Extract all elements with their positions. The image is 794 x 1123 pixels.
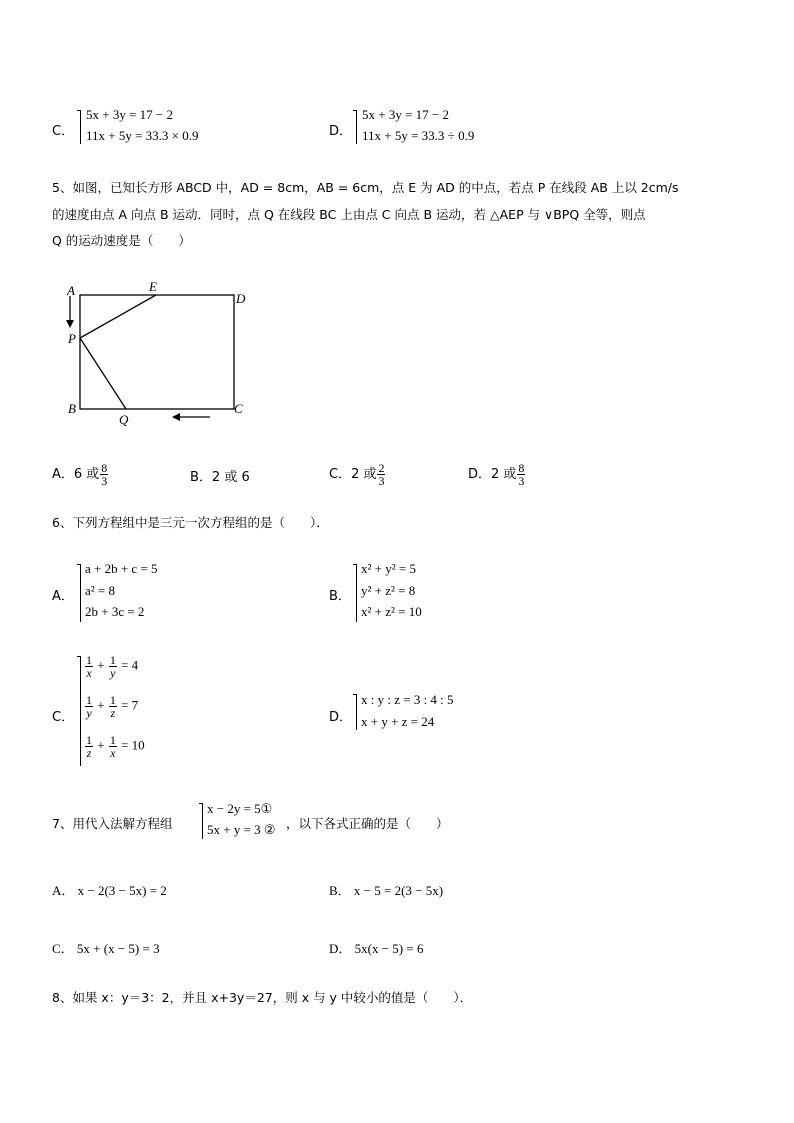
q6-option-d-label: D． (329, 710, 353, 725)
q6-option-a-brace (80, 564, 81, 622)
label-c: C (234, 401, 243, 416)
q6-stem: 6、下列方程组中是三元一次方程组的是（ ）． (52, 515, 329, 530)
label-b: B (68, 401, 76, 416)
q5-stem-line3: Q 的运动速度是（ ） (52, 233, 191, 248)
q6-option-d-eq1: x : y : z = 3 : 4 : 5 (361, 692, 454, 707)
q5-stem-line2: 的速度由点 A 向点 B 运动．同时，点 Q 在线段 BC 上由点 C 向点 B 运动，若 △AEP 与 ∨BPQ 全等，则点 (52, 207, 646, 222)
q6-option-c-label: C． (52, 710, 75, 725)
q6-option-c-eq3: $\frac{1}{z}$ + $\frac{1}{x}$ = 10 (86, 733, 145, 760)
arrow-down-head (66, 320, 74, 328)
q6-option-a-eq1: a + 2b + c = 5 (85, 561, 158, 576)
label-p: P (68, 331, 76, 346)
q4-option-d-brace (356, 110, 357, 144)
label-e: E (149, 279, 157, 294)
q6-option-a-eq2: a² = 8 (85, 583, 115, 598)
q6-option-a-label: A． (52, 589, 74, 604)
q4-option-c-label: C． (52, 124, 75, 139)
label-d: D (236, 291, 246, 306)
q4-option-c-eq2: 11x + 5y = 33.3 × 0.9 (86, 128, 199, 143)
q6-option-d-eq2: x + y + z = 24 (361, 714, 435, 729)
segment-pe (80, 295, 156, 338)
q8-stem: 8、如果 x：y＝3：2，并且 x+3y＝27，则 x 与 y 中较小的值是（ ）． (52, 990, 473, 1005)
q6-option-a-eq3: 2b + 3c = 2 (85, 604, 145, 619)
q7-option-c: C． 5x + (x − 5) = 3 (52, 941, 160, 956)
q6-option-c-brace (80, 656, 81, 766)
arrow-left-head (172, 413, 180, 421)
q6-option-b-eq1: x² + y² = 5 (361, 561, 416, 576)
q6-option-b-brace (356, 564, 357, 622)
q6-option-b-eq2: y² + z² = 8 (361, 583, 416, 598)
q5-stem-line1: 5、如图，已知长方形 ABCD 中，AD = 8cm，AB = 6cm，点 E 为 AD 的中点，若点 P 在线段 AB 上以 2cm/s (52, 180, 679, 195)
q6-option-b-eq3: x² + z² = 10 (361, 604, 422, 619)
q7-stem-post: ，以下各式正确的是（ ） (286, 816, 449, 831)
q7-system-brace (202, 803, 203, 839)
q4-option-d-label: D． (329, 124, 353, 139)
q5-option-b: B．2 或 6 (190, 470, 250, 485)
label-a: A (67, 283, 75, 298)
q7-option-a: A． x − 2(3 − 5x) = 2 (52, 883, 167, 898)
q7-eq1: x − 2y = 5① (207, 801, 273, 816)
q4-option-d-eq1: 5x + 3y = 17 − 2 (362, 107, 449, 122)
q5-option-a: A．6 或 $\frac{8}{3}$ (52, 461, 108, 488)
q4-option-c-eq1: 5x + 3y = 17 − 2 (86, 107, 173, 122)
q5-option-c: C．2 或 $\frac{2}{3}$ (329, 461, 385, 488)
q4-option-c-brace (80, 110, 81, 144)
q6-option-c-eq1: $\frac{1}{x}$ + $\frac{1}{y}$ = 4 (86, 653, 139, 680)
q7-option-d: D． 5x(x − 5) = 6 (329, 941, 424, 956)
q5-rectangle-figure (60, 278, 260, 428)
q6-option-d-brace (356, 694, 357, 730)
q7-option-b: B． x − 5 = 2(3 − 5x) (329, 883, 444, 898)
rectangle-abcd (80, 295, 234, 409)
q4-option-d-eq2: 11x + 5y = 33.3 ÷ 0.9 (362, 128, 475, 143)
q6-option-b-label: B． (329, 589, 351, 604)
segment-pq (80, 338, 126, 409)
q5-option-d: D．2 或 $\frac{8}{3}$ (468, 461, 525, 488)
q7-eq2: 5x + y = 3 ② (207, 822, 276, 837)
q7-stem-pre: 7、用代入法解方程组 (52, 816, 173, 831)
q6-option-c-eq2: $\frac{1}{y}$ + $\frac{1}{z}$ = 7 (86, 693, 139, 720)
label-q: Q (119, 412, 129, 427)
